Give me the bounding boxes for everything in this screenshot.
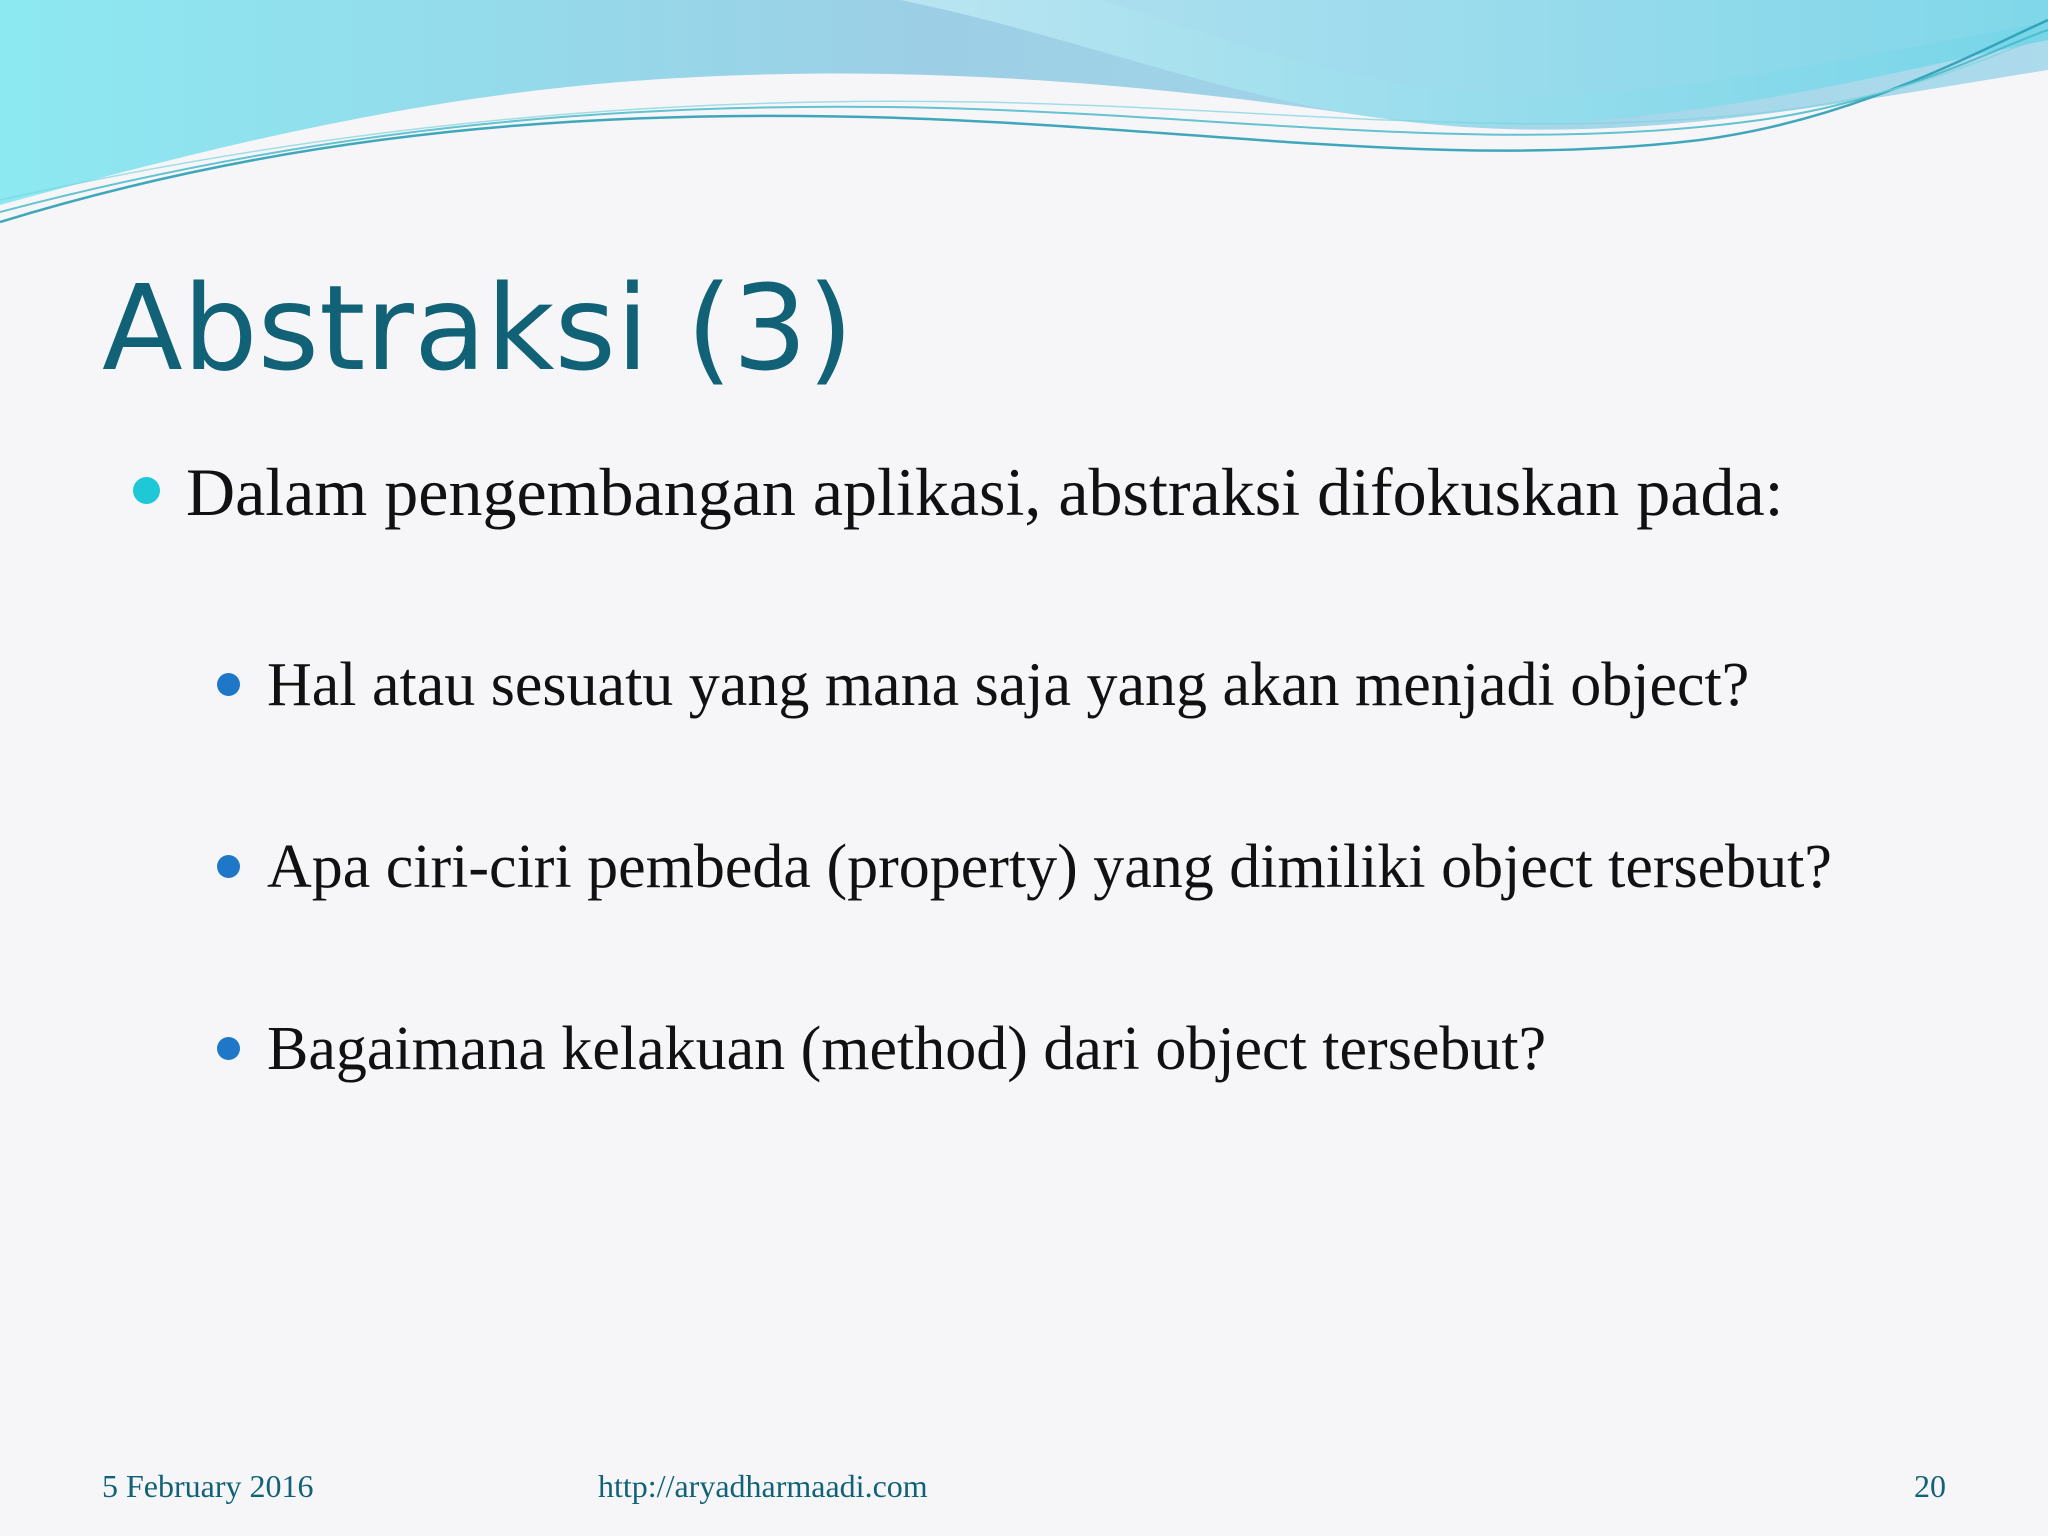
- bullet-item-main: [186, 448, 1906, 536]
- sub-bullet-dot-icon: [217, 1037, 240, 1060]
- slide-number: 20: [1914, 1468, 1946, 1504]
- sub-bullet-text: Apa ciri-ciri pembeda (property) yang dimiliki object tersebut?: [267, 833, 1832, 901]
- sub-bullet-text: Hal atau sesuatu yang mana saja yang akan menjadi object?: [267, 651, 1750, 719]
- bullet-dot-icon: [133, 477, 160, 504]
- sub-bullet-text: Bagaimana kelakuan (method) dari object tersebut?: [267, 1015, 1547, 1083]
- header-wave-decoration: [0, 0, 2048, 240]
- sub-bullet-item: [267, 1008, 1907, 1090]
- slide-title: Abstraksi (3): [102, 259, 854, 397]
- sub-bullet-item: [267, 644, 1907, 726]
- bullet-text: Dalam pengembangan aplikasi, abstraksi difokuskan pada:: [186, 454, 1784, 530]
- sub-bullet-dot-icon: [217, 855, 240, 878]
- footer-url[interactable]: http://aryadharmaadi.com: [598, 1468, 928, 1504]
- footer-date: 5 February 2016: [102, 1468, 314, 1504]
- sub-bullet-dot-icon: [217, 673, 240, 696]
- sub-bullet-item: [267, 826, 1907, 908]
